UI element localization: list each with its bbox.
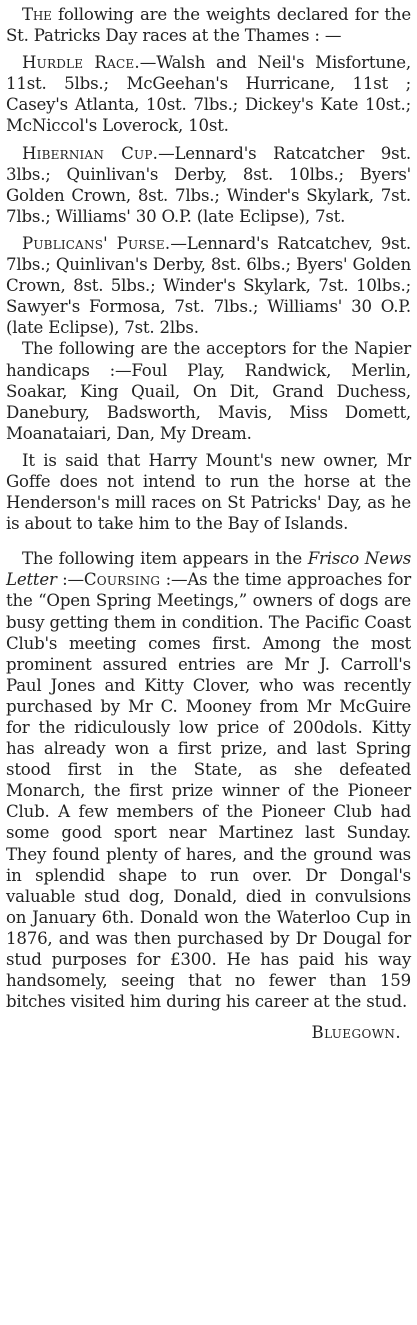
harry-mount-paragraph: It is said that Harry Mount's new owner, Mr Goffe does not intend to run the horse at the Henderson's mill races on St Patricks' Day, as he is about to take him to the Bay of Islands. bbox=[6, 450, 411, 534]
publicans-purse-paragraph bbox=[6, 233, 411, 338]
coursing-heading: Coursing bbox=[83, 570, 161, 590]
hurdle-race-text: —Walsh and Neil's Misfortune, 11st. 5lbs.; McGeehan's Hurricane, 11st ; Casey's Atlanta, 10st. 7lbs.; Dickey's Kate 10st.; McNiccol's Loverock, 10st. bbox=[6, 53, 411, 136]
intro-lead-word: The bbox=[22, 5, 52, 24]
publicans-purse-text: —Lennard's Ratcatchev, 9st. 7lbs.; Quinlivan's Derby, 8st. 6lbs.; Byers' Golden Crown, 8st. 5lbs.; Winder's Skylark, 7st. 10lbs.; Sawyer's Formosa, 7st. 7lbs.; Williams' 30 O.P. (late Eclipse), 7st. 2lbs. bbox=[6, 233, 411, 338]
publicans-purse-heading: Publicans' Purse. bbox=[22, 233, 171, 253]
coursing-paragraph bbox=[6, 548, 411, 1012]
hurdle-race-paragraph bbox=[6, 52, 411, 136]
napier-paragraph: The following are the acceptors for the Napier handicaps :—Foul Play, Randwick, Merlin, Soakar, King Quail, On Dit, Grand Duchess, Danebury, Badsworth, Mavis, Miss Domett, Moanataiari, Dan, My Dream. bbox=[6, 339, 411, 443]
hibernian-cup-text: —Lennard's Ratcatcher 9st. 3lbs.; Quinlivan's Derby, 8st. 10lbs.; Byers' Golden Crown, 8st. 7lbs.; Winder's Skylark, 7st. 7lbs.; Williams' 30 O.P. (late Eclipse), 7st. bbox=[6, 143, 411, 226]
hibernian-cup-paragraph bbox=[6, 143, 411, 227]
author-signature: Bluegown. bbox=[311, 1023, 401, 1043]
source-publication-name: Frisco News Letter bbox=[6, 549, 412, 590]
hurdle-race-heading: Hurdle Race. bbox=[22, 53, 140, 73]
intro-paragraph bbox=[6, 4, 411, 46]
coursing-text: :—As the time approaches for the “Open Spring Meetings,” owners of dogs are busy getting them in condition. The Pacific Coast Club's meeting comes first. Among the most prominent assured entries are Mr J. Carroll's Paul Jones and Kitty Clover, who was recently purchased by Mr C. Mooney from Mr McGuire for the ridiculously low price of 200dols. Kitty has already won a first prize, and last Spring stood first in the State, as she defeated Monarch, the first prize winner of the Pioneer Club. A few members of the Pioneer Club had some good sport near Martinez last Sunday. They found plenty of hares, and the ground was in splendid shape to run over. Dr Dongal's valuable stud dog, Donald, died in convulsions on January 6th. Donald won the Waterloo Cup in 1876, and was then purchased by Dr Dougal for stud purposes for £300. He has paid his way handsomely, seeing that no fewer than 159 bitches visited him during his career at the stud. bbox=[6, 570, 412, 1012]
coursing-intro-punct: :— bbox=[56, 570, 84, 590]
hibernian-cup-heading: Hibernian Cup. bbox=[22, 143, 159, 163]
coursing-intro: The following item appears in the bbox=[22, 549, 308, 569]
intro-text: following are the weights declared for the St. Patricks Day races at the Thames : — bbox=[6, 5, 411, 46]
